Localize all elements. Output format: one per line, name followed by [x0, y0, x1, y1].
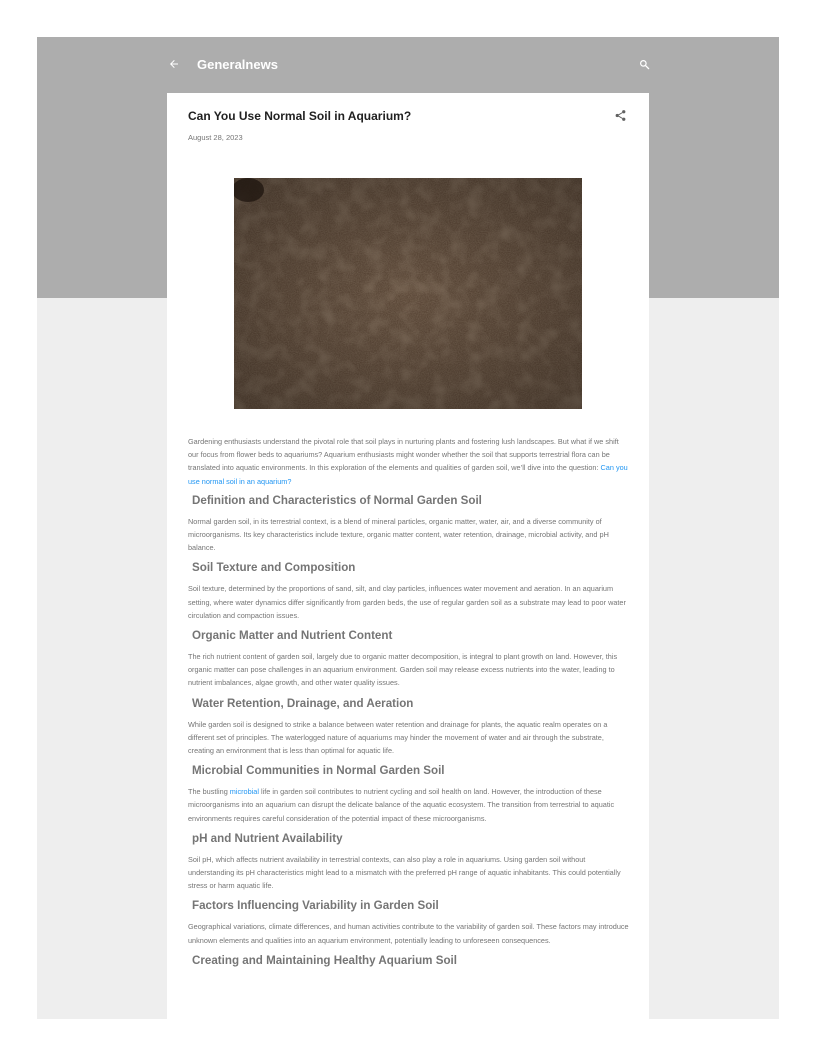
share-icon[interactable]: [614, 109, 628, 123]
section-healthy-soil: [188, 952, 629, 970]
section-water-retention: [188, 695, 629, 758]
top-bar: [167, 50, 651, 78]
post-header: [188, 108, 628, 142]
post-title: Can You Use Normal Soil in Aquarium?: [188, 109, 412, 123]
section-heading: Organic Matter and Nutrient Content: [192, 629, 393, 643]
intro-paragraph: [188, 435, 629, 488]
page-frame: [37, 37, 779, 1019]
section-text: Normal garden soil, in its terrestrial context, is a blend of mineral particles, organic matter, water, air, and a diverse community of microorganisms. Its key characteristics include texture, organic matter content, water retention, drainage, microbial activity, and pH balance.: [188, 516, 609, 553]
intro-text: Gardening enthusiasts understand the pivotal role that soil plays in nurturing plants and fostering lush landscapes. But what if we shift our focus from flower beds to aquariums? Aquarium enthusiasts might wonder whether the soil that supports terrestrial flora can be translated into aquatic environments. In this exploration of the elements and qualities of garden soil, we’ll dive into the question:: [188, 437, 619, 473]
microbial-link[interactable]: microbial: [229, 787, 259, 797]
section-ph: [188, 830, 629, 893]
section-text-after: life in garden soil contributes to nutrient cycling and soil health on land. However, the introduction of these microorganisms into an aquarium can disrupt the delicate balance of the aquatic ecosystem. The transition from terrestrial to aquatic environments requires careful consideration of the potential impact of these microorganisms.: [188, 787, 615, 823]
section-texture: [188, 559, 629, 622]
soil-image: [234, 178, 582, 409]
section-text: While garden soil is designed to strike a balance between water retention and drainage for plants, the aquatic realm operates on a different set of principles. The waterlogged nature of aquariums may hinder the movement of water and air through the substrate, creating an environment that is less than optimal for aquatic life.: [188, 719, 608, 756]
section-variability: [188, 897, 629, 946]
arrow-left-icon[interactable]: [167, 57, 181, 71]
section-heading: pH and Nutrient Availability: [192, 831, 343, 845]
post-card: [167, 93, 649, 1019]
section-heading: Soil Texture and Composition: [192, 561, 356, 575]
post-body: [188, 435, 629, 975]
section-text: Soil pH, which affects nutrient availability in terrestrial contexts, can also play a role in aquariums. Using garden soil without understanding its pH characteristics might lead to a mismatch with the preferred pH range of aquatic inhabitants. This could potentially stress or harm aquatic life.: [188, 854, 621, 891]
post-date: August 28, 2023: [188, 133, 243, 142]
intro-link[interactable]: Can you use normal soil in an aquarium?: [188, 463, 628, 486]
section-microbial: [188, 762, 629, 825]
section-heading: Microbial Communities in Normal Garden Soil: [192, 764, 445, 778]
section-heading: Creating and Maintaining Healthy Aquarium Soil: [192, 953, 457, 967]
section-text: Soil texture, determined by the proportions of sand, silt, and clay particles, influences water movement and aeration. In an aquarium setting, where water dynamics differ significantly from garden beds, the use of regular garden soil as a substrate may lead to poor water circulation and compaction issues.: [188, 584, 626, 620]
section-text: [188, 785, 629, 825]
section-definition: [188, 492, 629, 555]
search-icon[interactable]: [637, 57, 651, 71]
section-text: The rich nutrient content of garden soil, largely due to organic matter decomposition, is integral to plant growth on land. However, this organic matter can pose challenges in an aquarium environment. Garden soil may release excess nutrients into the water, leading to nutrient imbalances, algae growth, and other water quality issues.: [188, 652, 618, 688]
section-text: Geographical variations, climate differences, and human activities contribute to the variability of garden soil. These factors may introduce unknown elements and qualities into an aquarium environment, potentially leading to unforeseen consequences.: [188, 922, 629, 945]
section-organic-matter: [188, 627, 629, 690]
blog-title[interactable]: Generalnews: [197, 56, 278, 72]
section-text-before: The bustling: [188, 787, 230, 797]
section-heading: Definition and Characteristics of Normal Garden Soil: [192, 493, 482, 507]
section-heading: Factors Influencing Variability in Garden Soil: [192, 899, 439, 913]
section-heading: Water Retention, Drainage, and Aeration: [192, 696, 414, 710]
